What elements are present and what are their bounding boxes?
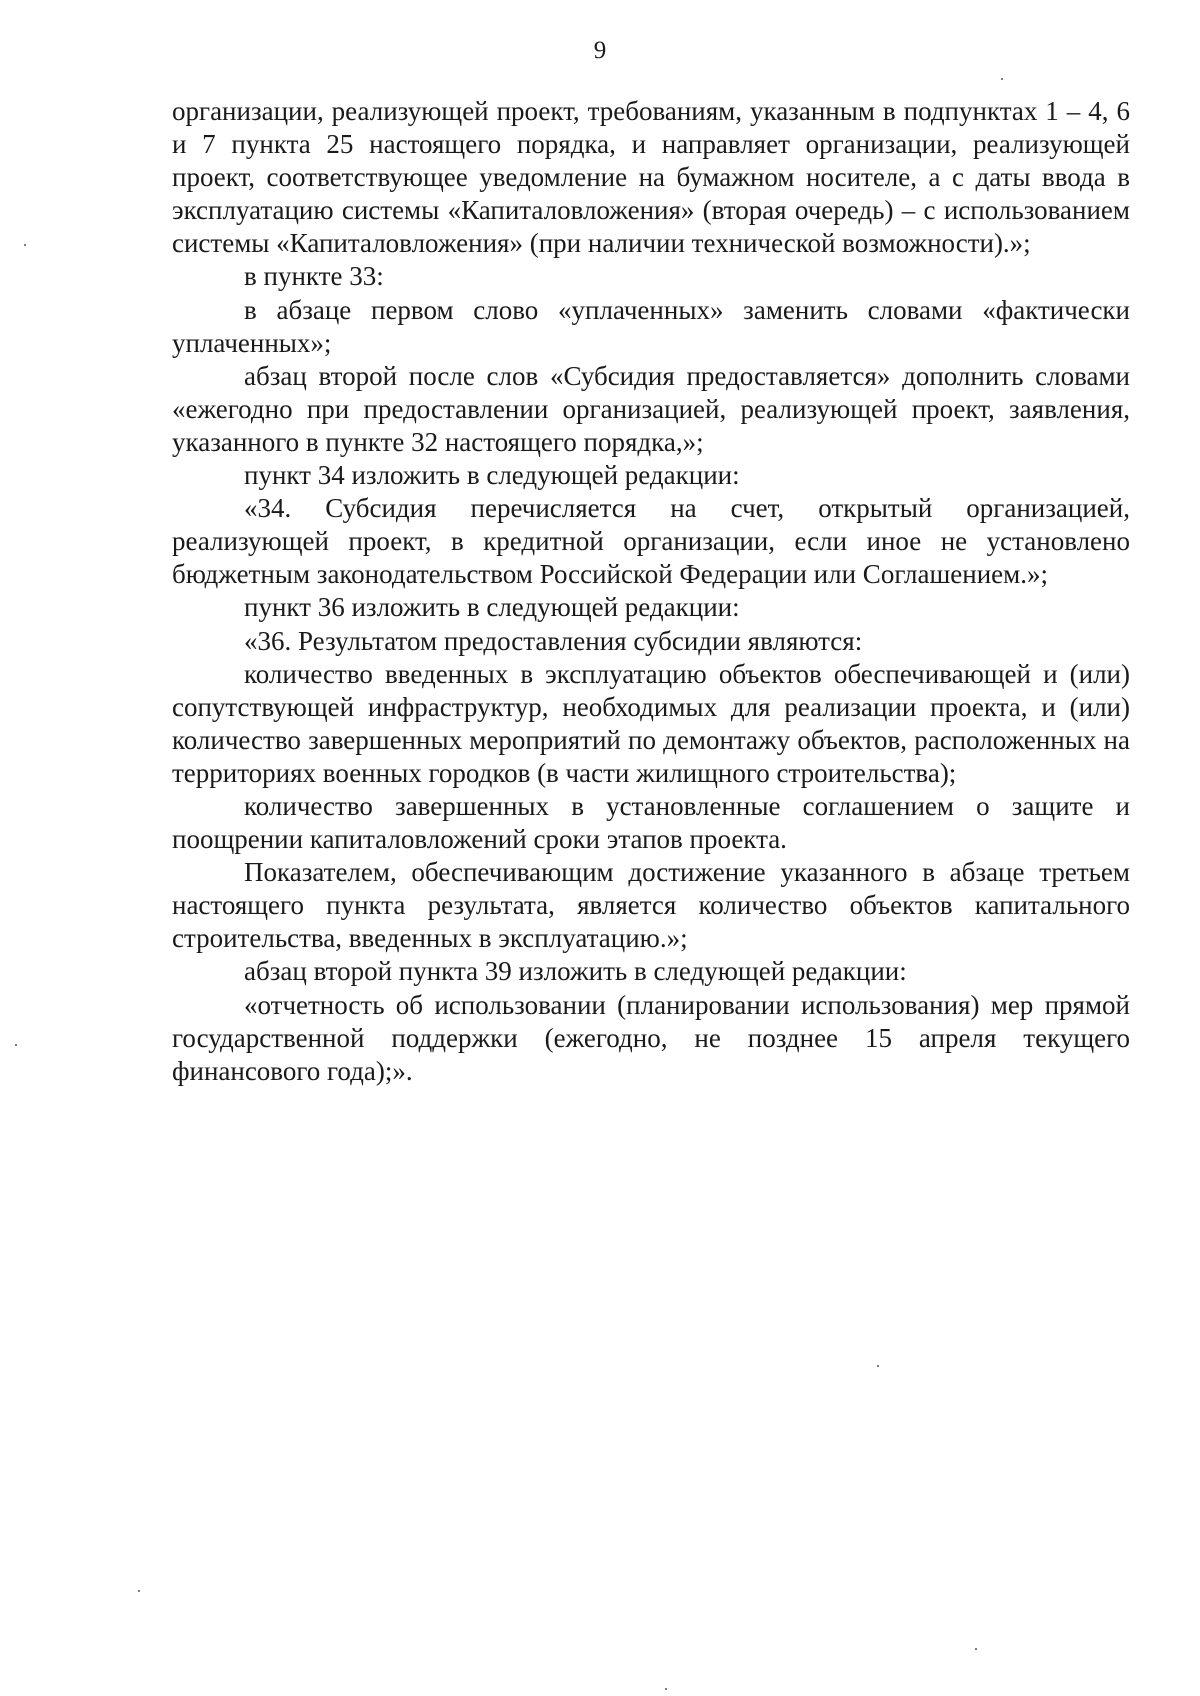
paragraph: пункт 36 изложить в следующей редакции: [244,592,740,623]
paragraph: абзац второй после слов «Субсидия предоставляется» дополнить словами «ежегодно при предоставлении организацией, реализующей проект, заявления, указанного в пункте 32 настоящего порядка,»; [172,360,1130,457]
paragraph: пункт 34 изложить в следующей редакции: [244,460,740,491]
paragraph: «34. Субсидия перечисляется на счет, открытый организацией, реализующей проект, в кредитной организации, если иное не установлено бюджетным законодательством Российской Федерации или Соглашением.»; [172,493,1130,590]
page-number: 9 [593,37,607,64]
scan-speck [975,1648,977,1650]
paragraph: количество введенных в эксплуатацию объектов обеспечивающей и (или) сопутствующей инфраструктур, необходимых для реализации проекта, и (или) количество завершенных мероприятий по демонтажу объектов, расположенных на территориях военных городков (в части жилищного строительства); [172,658,1130,788]
paragraph: «отчетность об использовании (планировании использования) мер прямой государственной поддержки (ежегодно, не позднее 15 апреля текущего финансового года);». [172,989,1130,1086]
paragraph: в пункте 33: [244,261,384,292]
scan-speck [877,1365,879,1367]
paragraph: организации, реализующей проект, требованиям, указанным в подпунктах 1 – 4, 6 и 7 пункта 25 настоящего порядка, и направляет организации, реализующей проект, соответствующее уведомление на бумажном носителе, а с даты ввода в эксплуатацию системы «Капиталовложения» (вторая очередь) – с использованием системы «Капиталовложения» (при наличии технической возможности).»; [172,96,1130,259]
paragraph: в абзаце первом слово «уплаченных» заменить словами «фактически уплаченных»; [172,294,1130,358]
paragraph: количество завершенных в установленные соглашением о защите и поощрении капиталовложений сроки этапов проекта. [172,790,1130,855]
paragraph: абзац второй пункта 39 изложить в следующей редакции: [244,956,907,987]
scan-speck [665,1688,667,1690]
scan-speck [1001,78,1003,80]
scan-speck [15,1044,17,1046]
paragraph: «36. Результатом предоставления субсидии являются: [244,625,863,656]
document-body [172,95,1130,1088]
scan-speck [138,1590,140,1592]
paragraph: Показателем, обеспечивающим достижение указанного в абзаце третьем настоящего пункта результата, является количество объектов капитального строительства, введенных в эксплуатацию.»; [172,857,1130,954]
scan-speck [24,244,26,246]
